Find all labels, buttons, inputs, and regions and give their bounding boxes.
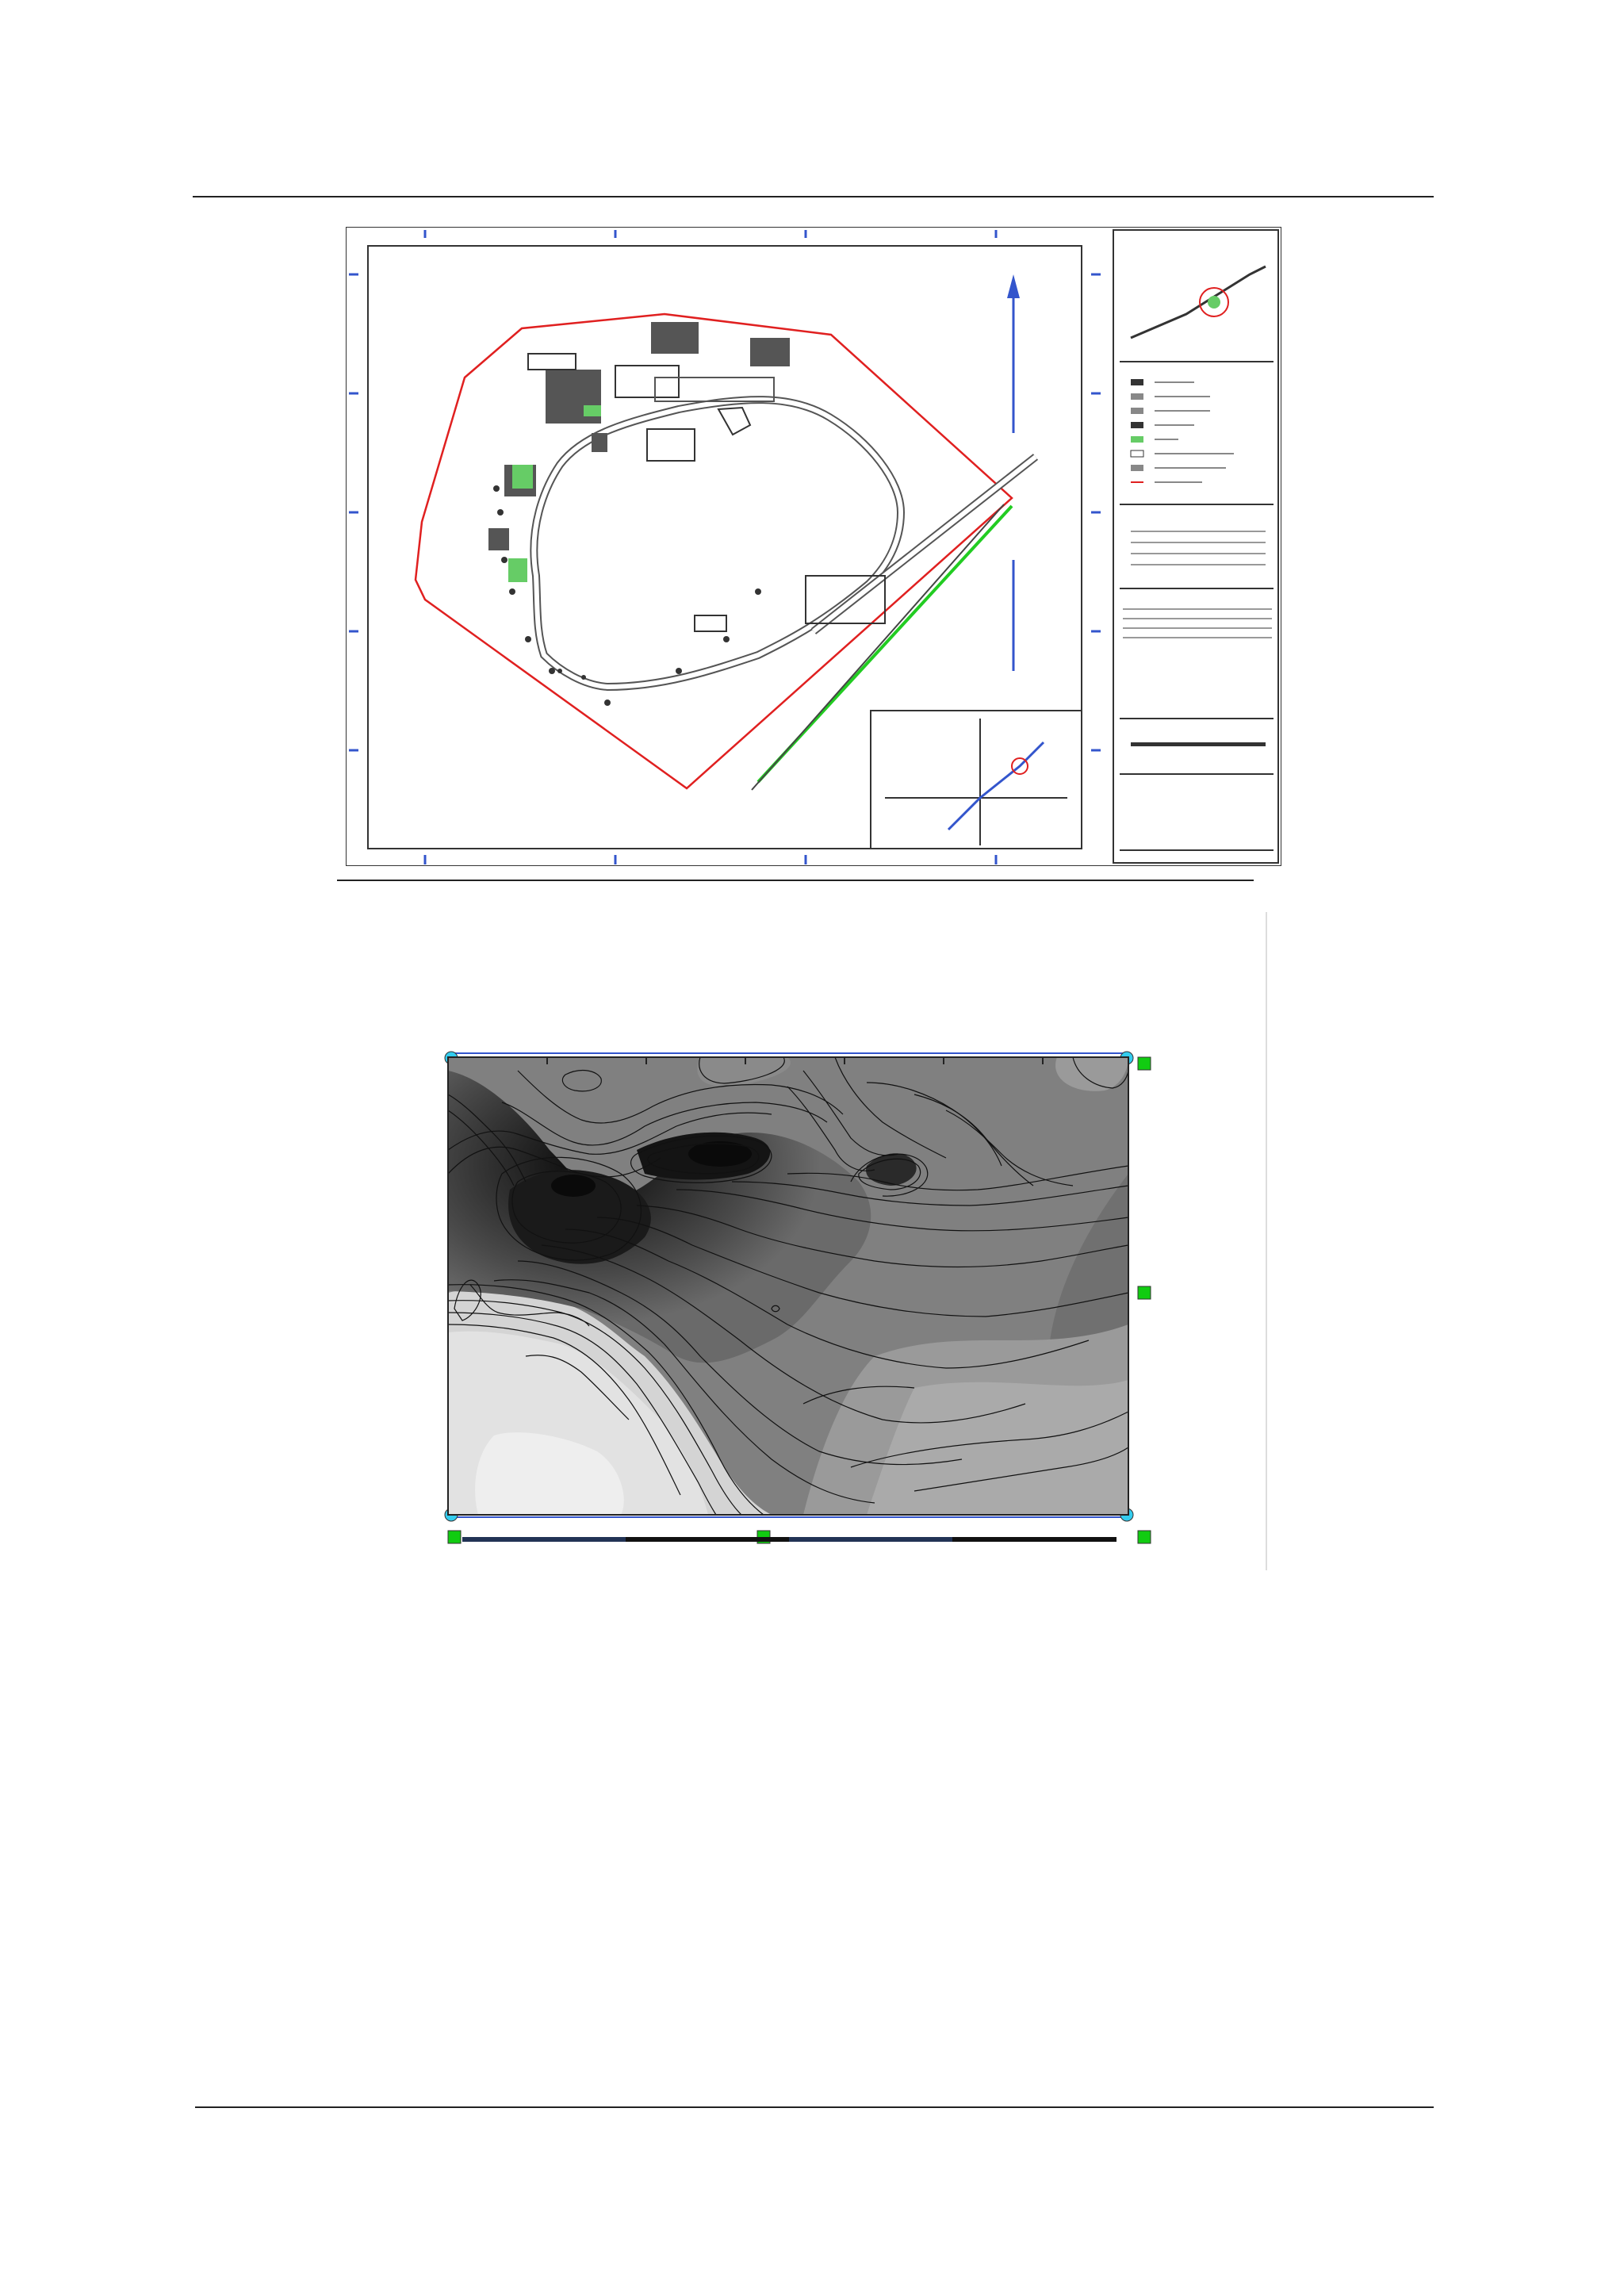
- perimeter-map-svg: [346, 227, 1281, 866]
- figure-3-perimeter-map: [346, 227, 1281, 866]
- figure-4-contour-map: [359, 912, 1271, 1570]
- selection-handle: [1138, 1531, 1151, 1543]
- location-inset: [871, 711, 1082, 849]
- figure-3-rule: [337, 880, 1254, 881]
- selection-handle: [448, 1531, 461, 1543]
- selection-handle: [1138, 1057, 1151, 1070]
- selection-handle: [1138, 1286, 1151, 1299]
- scale-bar: [1131, 742, 1266, 746]
- contour-plot-area: [448, 1057, 1128, 1515]
- footer-rule: [195, 2106, 1434, 2108]
- contour-map-svg: [359, 912, 1271, 1570]
- map-side-panel: [1113, 230, 1278, 863]
- header-rule: [193, 196, 1434, 197]
